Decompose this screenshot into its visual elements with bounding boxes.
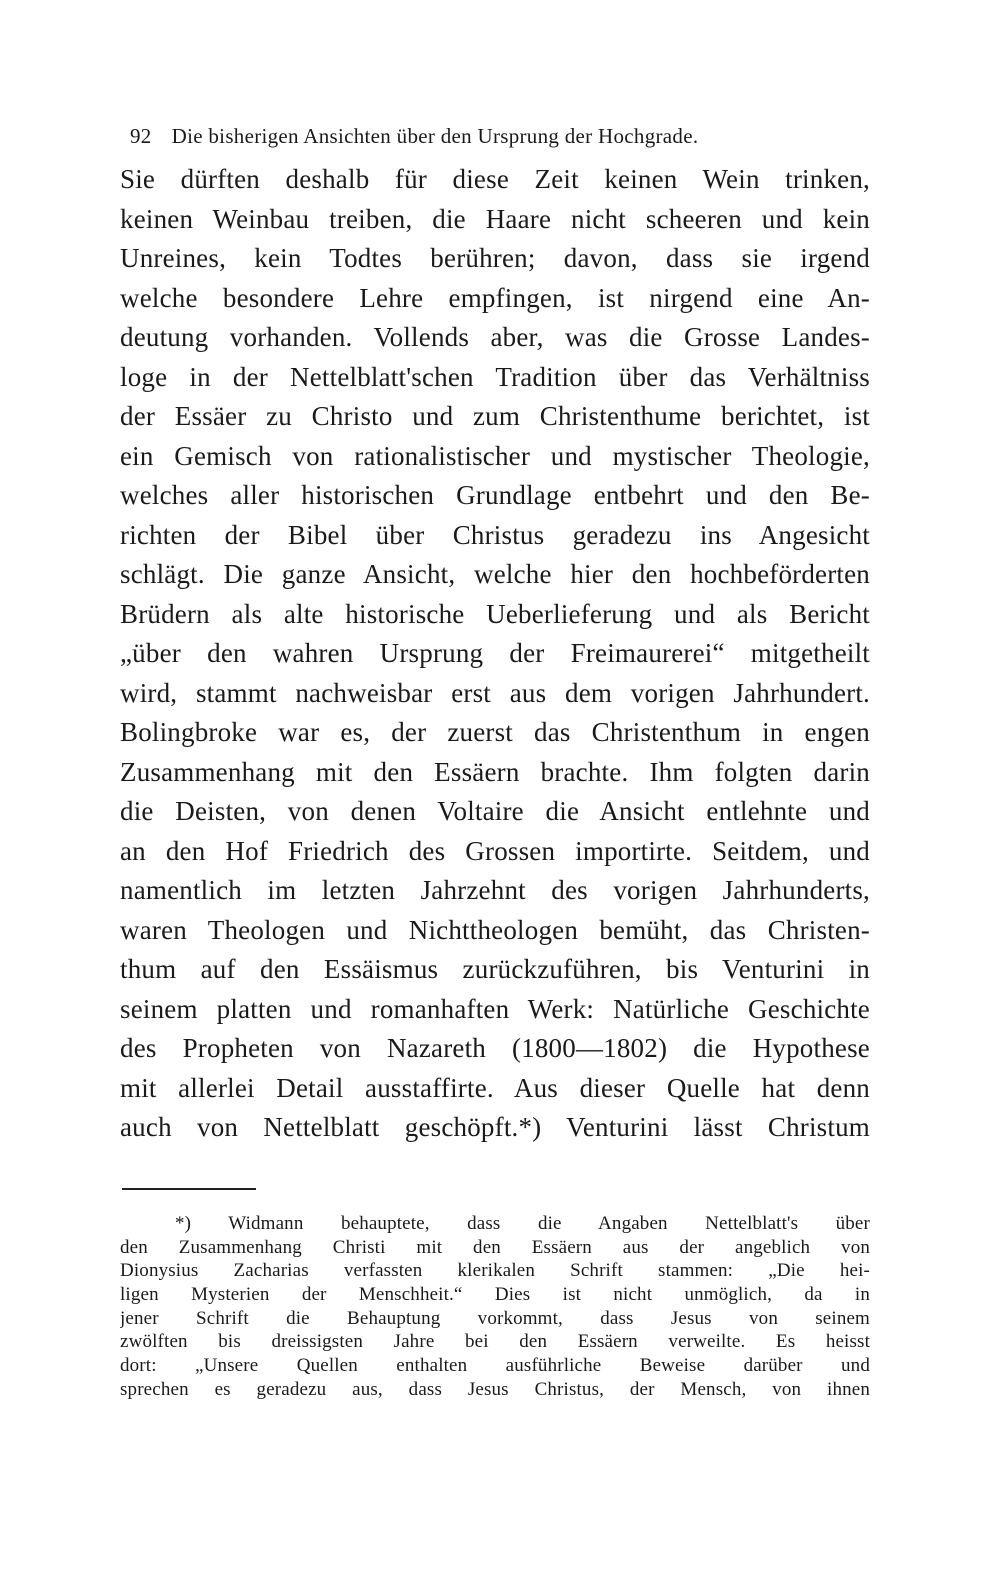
footnote-line: dort: „Unsere Quellen enthalten ausführliche Beweise darüber und: [120, 1355, 870, 1377]
body-line: waren Theologen und Nichttheologen bemüht, das Christen-: [120, 914, 870, 945]
footnote: [120, 1212, 870, 1402]
body-text: [120, 160, 870, 1148]
body-line: „über den wahren Ursprung der Freimaurerei“ mitgetheilt: [120, 638, 870, 668]
footnote-line: sprechen es geradezu aus, dass Jesus Christus, der Mensch, von ihnen: [120, 1378, 870, 1400]
running-head-title: Die bisherigen Ansichten über den Ursprung der Hochgrade.: [171, 124, 699, 148]
body-line: der Essäer zu Christo und zum Christenthume berichtet, ist: [120, 401, 870, 431]
body-line: deutung vorhanden. Vollends aber, was die Grosse Landes-: [120, 322, 870, 352]
footnote-line: zwölften bis dreissigsten Jahre bei den Essäern verweilte. Es heisst: [120, 1331, 870, 1353]
body-line: Bolingbroke war es, der zuerst das Christenthum in engen: [120, 717, 870, 747]
footnote-line: ligen Mysterien der Menschheit.“ Dies ist nicht unmöglich, da in: [120, 1284, 870, 1306]
body-line: wird, stammt nachweisbar erst aus dem vorigen Jahrhundert.: [120, 677, 870, 708]
footnote-separator: [122, 1188, 256, 1190]
body-line: des Propheten von Nazareth (1800—1802) die Hypothese: [120, 1033, 870, 1063]
page-number: 92: [130, 124, 152, 148]
body-line: schlägt. Die ganze Ansicht, welche hier den hochbeförderten: [120, 559, 870, 589]
body-line: thum auf den Essäismus zurückzuführen, bis Venturini in: [120, 954, 870, 984]
body-line: ein Gemisch von rationalistischer und mystischer Theologie,: [120, 440, 870, 471]
footnote-line: jener Schrift die Behauptung vorkommt, dass Jesus von seinem: [120, 1307, 870, 1329]
body-line: welches aller historischen Grundlage entbehrt und den Be-: [120, 480, 870, 510]
body-line: richten der Bibel über Christus geradezu ins Angesicht: [120, 519, 870, 550]
body-line: mit allerlei Detail ausstaffirte. Aus dieser Quelle hat denn: [120, 1072, 870, 1103]
footnote-line: *) Widmann behauptete, dass die Angaben Nettelblatt's über: [175, 1213, 870, 1234]
running-head: [130, 124, 870, 152]
body-line: Sie dürften deshalb für diese Zeit keinen Wein trinken,: [120, 164, 870, 194]
body-line: Zusammenhang mit den Essäern brachte. Ihm folgten darin: [120, 756, 870, 787]
body-line: welche besondere Lehre empfingen, ist nirgend eine An-: [120, 282, 870, 313]
body-line: keinen Weinbau treiben, die Haare nicht scheeren und kein: [120, 203, 870, 234]
body-line: loge in der Nettelblatt'schen Tradition über das Verhältniss: [120, 361, 870, 392]
footnote-line: Dionysius Zacharias verfassten klerikalen Schrift stammen: „Die hei-: [120, 1260, 870, 1282]
body-line: Brüdern als alte historische Ueberlieferung und als Bericht: [120, 598, 870, 629]
body-line: Unreines, kein Todtes berühren; davon, dass sie irgend: [120, 243, 870, 273]
body-line: die Deisten, von denen Voltaire die Ansicht entlehnte und: [120, 796, 870, 826]
footnote-line: den Zusammenhang Christi mit den Essäern aus der angeblich von: [120, 1236, 870, 1258]
body-line: seinem platten und romanhaften Werk: Natürliche Geschichte: [120, 993, 870, 1024]
body-line: namentlich im letzten Jahrzehnt des vorigen Jahrhunderts,: [120, 875, 870, 905]
body-line: an den Hof Friedrich des Grossen importirte. Seitdem, und: [120, 835, 870, 866]
body-line: auch von Nettelblatt geschöpft.*) Venturini lässt Christum: [120, 1112, 870, 1142]
